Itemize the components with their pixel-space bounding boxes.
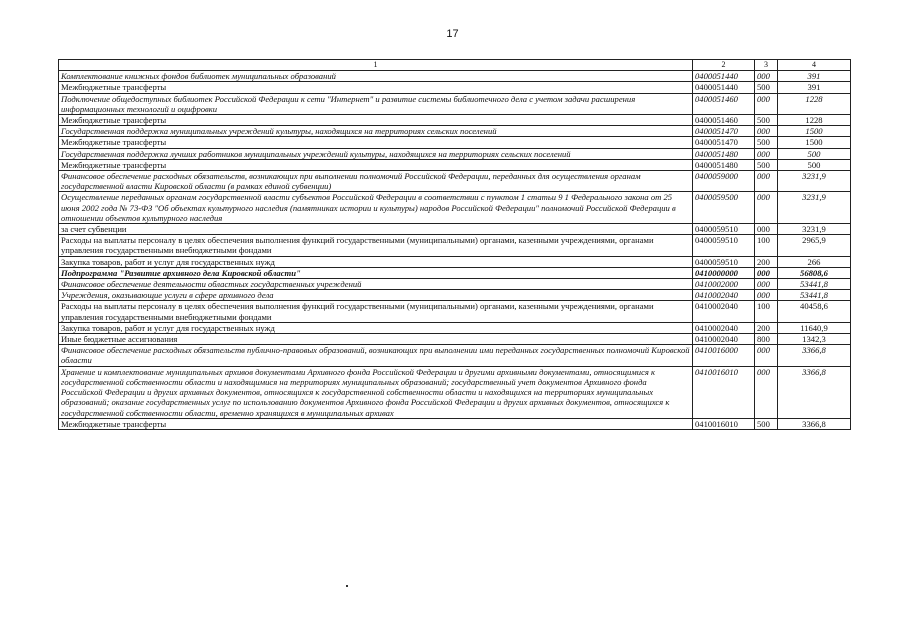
row-sum-cell: 2965,9: [778, 235, 851, 256]
header-col-sum: 4: [778, 60, 851, 71]
row-expense-type-cell: 000: [755, 71, 778, 82]
row-code-cell: 0410002040: [693, 322, 755, 333]
table-row: [59, 126, 851, 137]
row-code-cell: 0410002000: [693, 279, 755, 290]
row-expense-type-cell: 000: [755, 279, 778, 290]
row-sum-cell: 11640,9: [778, 322, 851, 333]
table-row: [59, 224, 851, 235]
row-name-cell: Межбюджетные трансферты: [59, 115, 693, 126]
table-row: [59, 148, 851, 159]
row-sum-cell: 500: [778, 148, 851, 159]
table-row: [59, 71, 851, 82]
table-row: [59, 171, 851, 192]
row-name-cell: Финансовое обеспечение деятельности областных государственных учреждений: [59, 279, 693, 290]
row-sum-cell: 1228: [778, 93, 851, 114]
row-expense-type-cell: 500: [755, 137, 778, 148]
row-name-cell: Закупка товаров, работ и услуг для государственных нужд: [59, 256, 693, 267]
row-name-cell: Осуществление переданных органам государственной власти субъектов Российской Федерации в соответствии с пунктом 1 статьи 9 1 Федерального закона от 25 июня 2002 года № 73-ФЗ "Об объектах культурного наследия (памятниках истории и культуры) народов Российской Федерации" полномочий Российской Федерации в отношении объектов культурного наследия: [59, 192, 693, 224]
page-number: 17: [446, 28, 459, 40]
row-code-cell: 0410002040: [693, 334, 755, 345]
row-code-cell: 0400059500: [693, 192, 755, 224]
row-sum-cell: 56808,6: [778, 267, 851, 278]
table-row: [59, 159, 851, 170]
row-expense-type-cell: 000: [755, 345, 778, 366]
row-sum-cell: 1342,3: [778, 334, 851, 345]
row-name-cell: Хранение и комплектование муниципальных архивов документами Архивного фонда Российской Федерации и другими архивными документами, относящимися к государственной собственности области и находящимися на территориях муниципальных образований; государственный учет документов Архивного фонда Российской Федерации и других архивных документов, относящихся к государственной собственности области и находящихся на территориях муниципальных образований; оказание государственных услуг по использованию документов Архивного фонда Российской Федерации и других архивных документов, относящихся к государственной собственности области, временно хранящихся в муниципальных архивах: [59, 366, 693, 418]
row-name-cell: Финансовое обеспечение расходных обязательств, возникающих при выполнении полномочий Российской Федерации, переданных для осуществления органам государственной власти Кировской области (в рамках единой субвенции): [59, 171, 693, 192]
row-code-cell: 0410002040: [693, 301, 755, 322]
row-name-cell: Государственная поддержка лучших работников муниципальных учреждений культуры, находящихся на территориях сельских поселений: [59, 148, 693, 159]
row-code-cell: 0410002040: [693, 290, 755, 301]
row-name-cell: Государственная поддержка муниципальных учреждений культуры, находящихся на территориях сельских поселений: [59, 126, 693, 137]
row-expense-type-cell: 000: [755, 224, 778, 235]
table-row: [59, 366, 851, 418]
row-name-cell: Иные бюджетные ассигнования: [59, 334, 693, 345]
row-code-cell: 0410000000: [693, 267, 755, 278]
row-sum-cell: 40458,6: [778, 301, 851, 322]
table-row: [59, 334, 851, 345]
table-row: [59, 322, 851, 333]
row-name-cell: Учреждения, оказывающие услуги в сфере архивного дела: [59, 290, 693, 301]
row-name-cell: Комплектование книжных фондов библиотек муниципальных образований: [59, 71, 693, 82]
header-col-name: 1: [59, 60, 693, 71]
row-name-cell: Расходы на выплаты персоналу в целях обеспечения выполнения функций государственными (муниципальными) органами, казенными учреждениями, органами управления государственными внебюджетными фондами: [59, 235, 693, 256]
row-name-cell: Финансовое обеспечение расходных обязательств публично-правовых образований, возникающих при выполнении ими переданных государственных полномочий Кировской области: [59, 345, 693, 366]
row-sum-cell: 1500: [778, 137, 851, 148]
row-name-cell: Межбюджетные трансферты: [59, 418, 693, 429]
row-name-cell: за счет субвенции: [59, 224, 693, 235]
row-sum-cell: 266: [778, 256, 851, 267]
row-sum-cell: 3366,8: [778, 418, 851, 429]
row-sum-cell: 1500: [778, 126, 851, 137]
row-code-cell: 0400051470: [693, 126, 755, 137]
row-code-cell: 0410016000: [693, 345, 755, 366]
header-col-code: 2: [693, 60, 755, 71]
row-expense-type-cell: 000: [755, 290, 778, 301]
row-expense-type-cell: 500: [755, 159, 778, 170]
row-sum-cell: 391: [778, 71, 851, 82]
row-name-cell: Подключение общедоступных библиотек Российской Федерации к сети "Интернет" и развитие системы библиотечного дела с учетом задачи расширения информационных технологий и оцифровки: [59, 93, 693, 114]
header-col-type: 3: [755, 60, 778, 71]
row-expense-type-cell: 500: [755, 115, 778, 126]
row-code-cell: 0400051440: [693, 71, 755, 82]
table-row: [59, 235, 851, 256]
table-row: [59, 418, 851, 429]
row-expense-type-cell: 000: [755, 366, 778, 418]
table-header-row: [59, 60, 851, 71]
table-row: [59, 345, 851, 366]
row-sum-cell: 53441,8: [778, 290, 851, 301]
table-row: [59, 256, 851, 267]
row-code-cell: 0400051480: [693, 159, 755, 170]
row-sum-cell: 3231,9: [778, 224, 851, 235]
row-expense-type-cell: 000: [755, 267, 778, 278]
table-row: [59, 115, 851, 126]
row-expense-type-cell: 800: [755, 334, 778, 345]
row-code-cell: 0410016010: [693, 366, 755, 418]
table-row: [59, 279, 851, 290]
row-expense-type-cell: 000: [755, 93, 778, 114]
row-name-cell: Межбюджетные трансферты: [59, 82, 693, 93]
row-code-cell: 0410016010: [693, 418, 755, 429]
table-row: [59, 93, 851, 114]
row-sum-cell: 3366,8: [778, 345, 851, 366]
row-expense-type-cell: 000: [755, 171, 778, 192]
table-row: [59, 267, 851, 278]
row-expense-type-cell: 200: [755, 256, 778, 267]
row-expense-type-cell: 100: [755, 235, 778, 256]
row-name-cell: Закупка товаров, работ и услуг для государственных нужд: [59, 322, 693, 333]
row-sum-cell: 3231,9: [778, 192, 851, 224]
row-code-cell: 0400059510: [693, 224, 755, 235]
row-code-cell: 0400059000: [693, 171, 755, 192]
row-expense-type-cell: 500: [755, 82, 778, 93]
row-code-cell: 0400051460: [693, 115, 755, 126]
row-expense-type-cell: 000: [755, 148, 778, 159]
row-name-cell: Межбюджетные трансферты: [59, 159, 693, 170]
table-row: [59, 301, 851, 322]
row-sum-cell: 1228: [778, 115, 851, 126]
row-code-cell: 0400059510: [693, 256, 755, 267]
row-code-cell: 0400051460: [693, 93, 755, 114]
row-sum-cell: 53441,8: [778, 279, 851, 290]
row-expense-type-cell: 200: [755, 322, 778, 333]
row-code-cell: 0400051440: [693, 82, 755, 93]
row-code-cell: 0400051480: [693, 148, 755, 159]
row-name-cell: Подпрограмма "Развитие архивного дела Кировской области": [59, 267, 693, 278]
row-expense-type-cell: 500: [755, 418, 778, 429]
row-sum-cell: 500: [778, 159, 851, 170]
row-sum-cell: 3366,8: [778, 366, 851, 418]
row-name-cell: Расходы на выплаты персоналу в целях обеспечения выполнения функций государственными (муниципальными) органами, казенными учреждениями, органами управления государственными внебюджетными фондами: [59, 301, 693, 322]
row-expense-type-cell: 000: [755, 126, 778, 137]
row-name-cell: Межбюджетные трансферты: [59, 137, 693, 148]
row-expense-type-cell: 000: [755, 192, 778, 224]
row-expense-type-cell: 100: [755, 301, 778, 322]
budget-table: [58, 59, 851, 430]
row-sum-cell: 391: [778, 82, 851, 93]
row-code-cell: 0400059510: [693, 235, 755, 256]
table-row: [59, 192, 851, 224]
row-sum-cell: 3231,9: [778, 171, 851, 192]
table-row: [59, 82, 851, 93]
scan-speck: [346, 585, 348, 587]
row-code-cell: 0400051470: [693, 137, 755, 148]
table-row: [59, 137, 851, 148]
table-row: [59, 290, 851, 301]
